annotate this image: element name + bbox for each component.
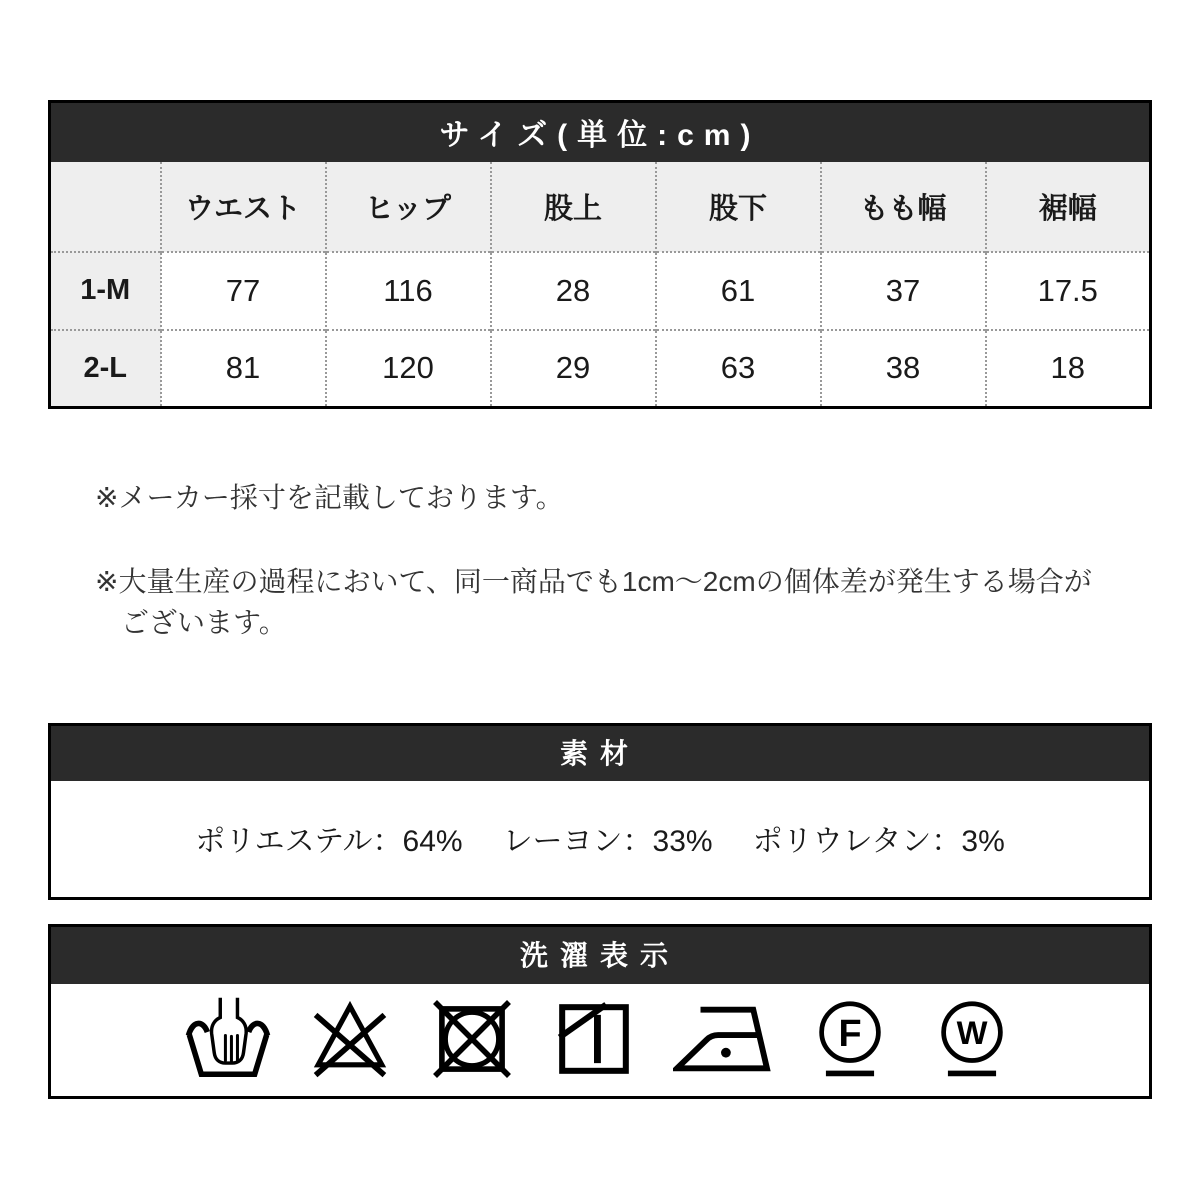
col-header-waist: ウエスト bbox=[161, 162, 326, 252]
size-cell: 116 bbox=[326, 252, 491, 330]
size-cell: 28 bbox=[491, 252, 656, 330]
size-cell: 29 bbox=[491, 330, 656, 408]
svg-text:W: W bbox=[956, 1014, 988, 1052]
size-cell: 18 bbox=[986, 330, 1151, 408]
material-item-polyurethane: ポリウレタン：3% bbox=[752, 825, 1005, 858]
size-cell: 37 bbox=[821, 252, 986, 330]
size-cell: 120 bbox=[326, 330, 491, 408]
row-label-1-m: 1-M bbox=[50, 252, 161, 330]
note-individual-difference bbox=[95, 562, 1115, 643]
material-section bbox=[48, 723, 1152, 900]
size-cell: 17.5 bbox=[986, 252, 1151, 330]
line-dry-in-shade-icon bbox=[551, 996, 637, 1082]
note-manufacturer-measurement: ※メーカー採寸を記載しております。 bbox=[95, 482, 564, 513]
col-header-thigh-width: もも幅 bbox=[821, 162, 986, 252]
corner-cell bbox=[50, 162, 161, 252]
laundry-symbols-row bbox=[51, 984, 1149, 1094]
col-header-hem-width: 裾幅 bbox=[986, 162, 1151, 252]
dry-clean-f-icon bbox=[807, 996, 893, 1082]
material-header: 素材 bbox=[51, 726, 1149, 781]
material-content bbox=[51, 781, 1149, 895]
size-table bbox=[48, 100, 1152, 409]
size-cell: 38 bbox=[821, 330, 986, 408]
material-item-rayon: レーヨン：33% bbox=[502, 825, 713, 858]
do-not-tumble-dry-icon bbox=[429, 996, 515, 1082]
size-cell: 63 bbox=[656, 330, 821, 408]
iron-low-temp-icon bbox=[673, 996, 771, 1082]
svg-text:F: F bbox=[838, 1012, 862, 1055]
col-header-rise: 股上 bbox=[491, 162, 656, 252]
table-row bbox=[50, 252, 1151, 330]
col-header-inseam: 股下 bbox=[656, 162, 821, 252]
laundry-header: 洗濯表示 bbox=[51, 927, 1149, 984]
laundry-section bbox=[48, 924, 1152, 1099]
col-header-hip: ヒップ bbox=[326, 162, 491, 252]
size-cell: 81 bbox=[161, 330, 326, 408]
note-line-continuation: ございます。 bbox=[121, 606, 287, 638]
wet-clean-w-icon bbox=[929, 996, 1015, 1082]
hand-wash-icon bbox=[185, 996, 271, 1082]
size-cell: 77 bbox=[161, 252, 326, 330]
size-cell: 61 bbox=[656, 252, 821, 330]
row-label-2-l: 2-L bbox=[50, 330, 161, 408]
size-table-title: サイズ(単位:cm) bbox=[50, 102, 1151, 162]
material-item-polyester: ポリエステル：64% bbox=[195, 825, 463, 858]
table-row bbox=[50, 330, 1151, 408]
do-not-bleach-icon bbox=[307, 996, 393, 1082]
note-line: ※大量生産の過程において、同一商品でも1cm～2cmの個体差が発生する場合が bbox=[95, 566, 1092, 597]
